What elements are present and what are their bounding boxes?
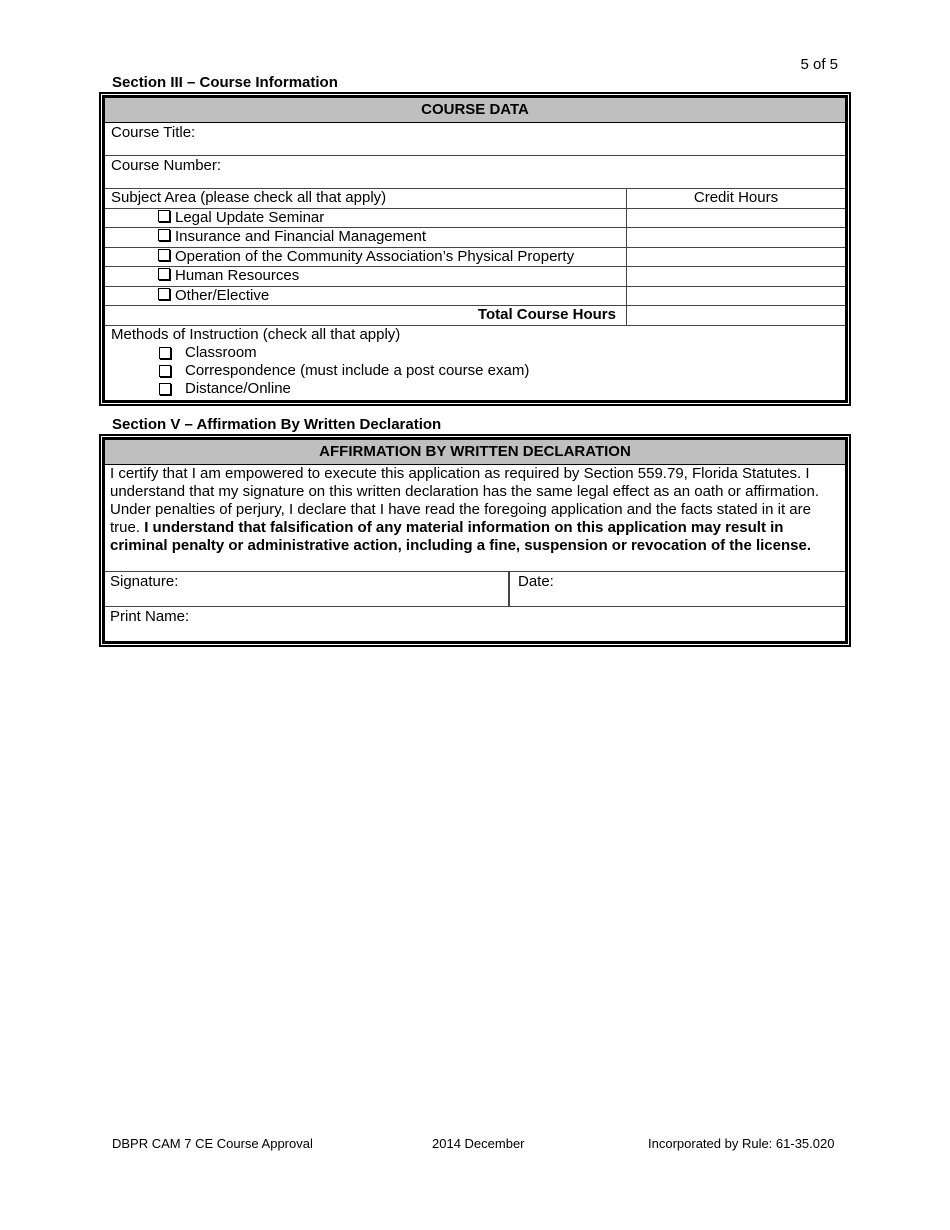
checkbox-legal-update[interactable] (158, 210, 170, 222)
print-name-field[interactable] (105, 607, 845, 641)
print-name-label: Print Name: (110, 608, 190, 625)
checkbox-classroom[interactable] (159, 347, 171, 359)
credit-hours-input[interactable] (627, 267, 845, 286)
subject-label: Insurance and Financial Management (175, 228, 426, 245)
subject-area-header-row (105, 189, 845, 209)
signature-label: Signature: (110, 573, 179, 590)
checkbox-human-resources[interactable] (158, 268, 170, 280)
method-label: Classroom (185, 343, 257, 361)
affirmation-table (99, 434, 851, 647)
checkbox-correspondence[interactable] (159, 365, 171, 377)
subject-area-label: Subject Area (please check all that apply) (105, 189, 627, 208)
credit-hours-label: Credit Hours (693, 189, 779, 206)
subject-row (105, 287, 845, 307)
course-number-row[interactable] (105, 156, 845, 189)
affirmation-text (105, 465, 845, 572)
checkbox-distance-online[interactable] (159, 383, 171, 395)
subject-row (105, 209, 845, 229)
footer-form-name: DBPR CAM 7 CE Course Approval (112, 1136, 313, 1151)
subject-label: Other/Elective (175, 286, 270, 304)
signature-row (105, 572, 845, 607)
signature-field[interactable] (105, 572, 510, 606)
subject-label: Legal Update Seminar (175, 208, 325, 226)
checkbox-other-elective[interactable] (158, 288, 170, 300)
checkbox-physical-property[interactable] (158, 249, 170, 261)
page-number: 5 of 5 (800, 56, 838, 73)
credit-hours-input[interactable] (627, 209, 845, 228)
total-hours-input[interactable] (627, 306, 845, 325)
credit-hours-input[interactable] (627, 248, 845, 267)
affirmation-text-plain: I certify that I am empowered to execute this application as required by Section 559.79, Florida Statutes. I understand that my signature on this written declaration has the same legal effect as an oath or affirmation. Under penalties of perjury, I declare that I have read the foregoing application and the facts stated in it are true. (110, 465, 820, 536)
subject-row (105, 248, 845, 268)
total-course-hours-row (105, 306, 845, 326)
methods-label: Methods of Instruction (check all that apply) (111, 325, 401, 343)
methods-of-instruction (105, 326, 845, 400)
section-v-heading: Section V – Affirmation By Written Declaration (112, 416, 442, 433)
subject-row (105, 267, 845, 287)
credit-hours-input[interactable] (627, 228, 845, 247)
date-field[interactable] (510, 572, 845, 606)
date-label: Date: (518, 573, 554, 590)
section-iii-heading: Section III – Course Information (112, 74, 338, 91)
footer-rule: Incorporated by Rule: 61-35.020 (648, 1136, 835, 1151)
course-number-label: Course Number: (111, 157, 222, 174)
total-course-hours-label: Total Course Hours (105, 306, 627, 325)
footer-date: 2014 December (432, 1136, 525, 1151)
method-label: Distance/Online (185, 379, 291, 397)
credit-hours-input[interactable] (627, 287, 845, 306)
course-title-row[interactable] (105, 123, 845, 156)
affirmation-title: AFFIRMATION BY WRITTEN DECLARATION (105, 440, 845, 465)
course-title-label: Course Title: (111, 124, 196, 141)
course-data-title: COURSE DATA (105, 98, 845, 123)
subject-row (105, 228, 845, 248)
subject-label: Human Resources (175, 267, 300, 284)
subject-label: Operation of the Community Association’s Physical Property (175, 247, 575, 265)
course-data-table (99, 92, 851, 406)
checkbox-insurance-financial[interactable] (158, 229, 170, 241)
method-label: Correspondence (must include a post course exam) (185, 361, 530, 379)
affirmation-text-bold: I understand that falsification of any material information on this application may result in criminal penalty or administrative action, including a fine, suspension or revocation of the license. (110, 519, 811, 554)
